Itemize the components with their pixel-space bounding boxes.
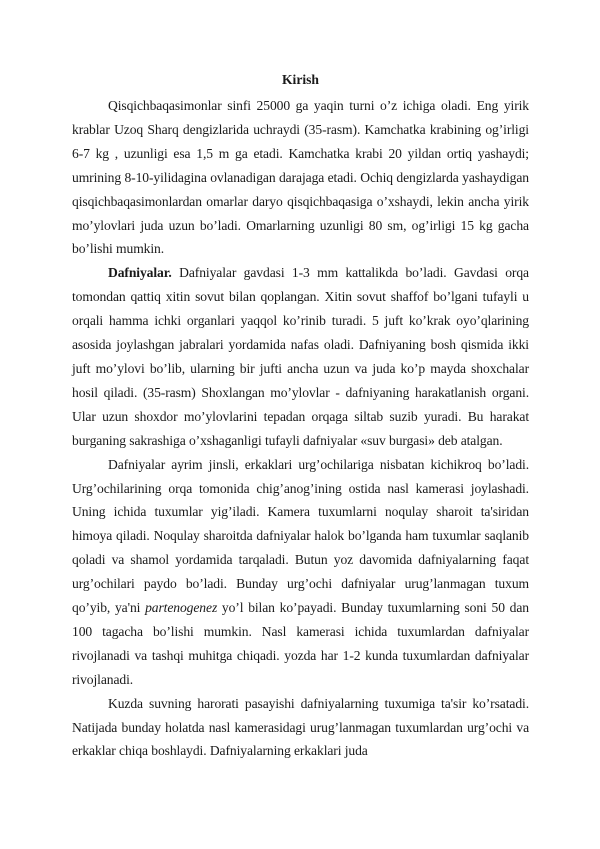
paragraph-intro: Qisqichbaqasimonlar sinfi 25000 ga yaqin turni o’z ichiga oladi. Eng yirik krablar Uzoq Sharq dengizlarida uchraydi (35-rasm). Kamchatka krabining og’irligi 6-7 kg , uzunligi esa 1,5 m ga etadi. Kamchatka krabi 20 yildan ortiq yashaydi; umrining 8-10-yilidagina ovlanadigan darajaga etadi. Ochiq dengizlarda yashaydigan qisqichbaqasimonlardan omarlar daryo qisqichbaqasiga o’xshaydi, lekin ancha yirik mo’ylovlari juda uzun bo’ladi. Omarlarning uzunligi 80 sm, og’irligi 15 kg gacha bo’lishi mumkin. bbox=[72, 98, 529, 257]
section-heading-dafniyalar: Dafniyalar. bbox=[108, 265, 172, 281]
document-title: Kirish bbox=[281, 72, 319, 87]
paragraph-dafniyalar bbox=[72, 261, 529, 452]
paragraph-reproduction-end: yo’l bilan ko’payadi. Bunday tuxumlarning soni 50 dan 100 tagacha bo’lishi mumkin. Nasl kamerasi ichida tuxumlardan dafniyalar rivojlanadi va tashqi muhitga chiqadi. yozda har 1-2 kunda tuxumlardan dafniyalar rivojlanadi. bbox=[72, 600, 529, 687]
paragraph-reproduction-start: Dafniyalar ayrim jinsli, erkaklari urg’ochilariga nisbatan kichikroq bo’ladi. Urg’ochilarining orqa tomonida chig’anog’ining ostida nasl kamerasi joylashadi. Uning ichida tuxumlar yig’iladi. Kamera tuxumlarni noqulay sharoit ta'siridan himoya qiladi. Noqulay sharoitda dafniyalar halok bo’lganda ham tuxumlar saqlanib qoladi va shamol yordamida tarqaladi. Butun yoz davomida dafniyalarning faqat urg’ochilari paydo bo’ladi. Bunday urg’ochi dafniyalar urug’lanmagan tuxum qo’yib, ya'ni bbox=[72, 456, 529, 616]
document-body bbox=[72, 70, 529, 763]
paragraph-autumn: Kuzda suvning harorati pasayishi dafniyalarning tuxumiga ta'sir ko’rsatadi. Natijada bunday holatda nasl kamerasidagi urug’lanmagan tuxumlardan urg’ochi va erkaklar chiqa boshlaydi. Dafniyalarning erkaklari juda bbox=[72, 695, 529, 759]
paragraph-dafniyalar-body: Dafniyalar gavdasi 1-3 mm kattalikda bo’ladi. Gavdasi orqa tomondan qattiq xitin sovut bilan qoplangan. Xitin sovut shaffof bo’lgani tufayli u orqali hamma ichki organlari yaqqol ko’rinib turadi. 5 juft ko’krak oyo’qlarining asosida joylashgan jabralari yordamida nafas oladi. Dafniyaning bosh qismida ikki juft mo’ylovi bo’lib, ularning bir jufti ancha uzun va juda ko’p mayda shoxchalar hosil qiladi. (35-rasm) Shoxlangan mo’ylovlar - dafniyaning harakatlanish organi. Ular uzun shoxdor mo’ylovlarini tepadan orqaga siltab suzib yuradi. Bu harakat burganing sakrashiga o’xshaganligi tufayli dafniyalar «suv burgasi» deb atalgan. bbox=[72, 265, 529, 448]
paragraph-reproduction bbox=[72, 453, 529, 692]
term-partenogenez: partenogenez bbox=[145, 600, 218, 616]
